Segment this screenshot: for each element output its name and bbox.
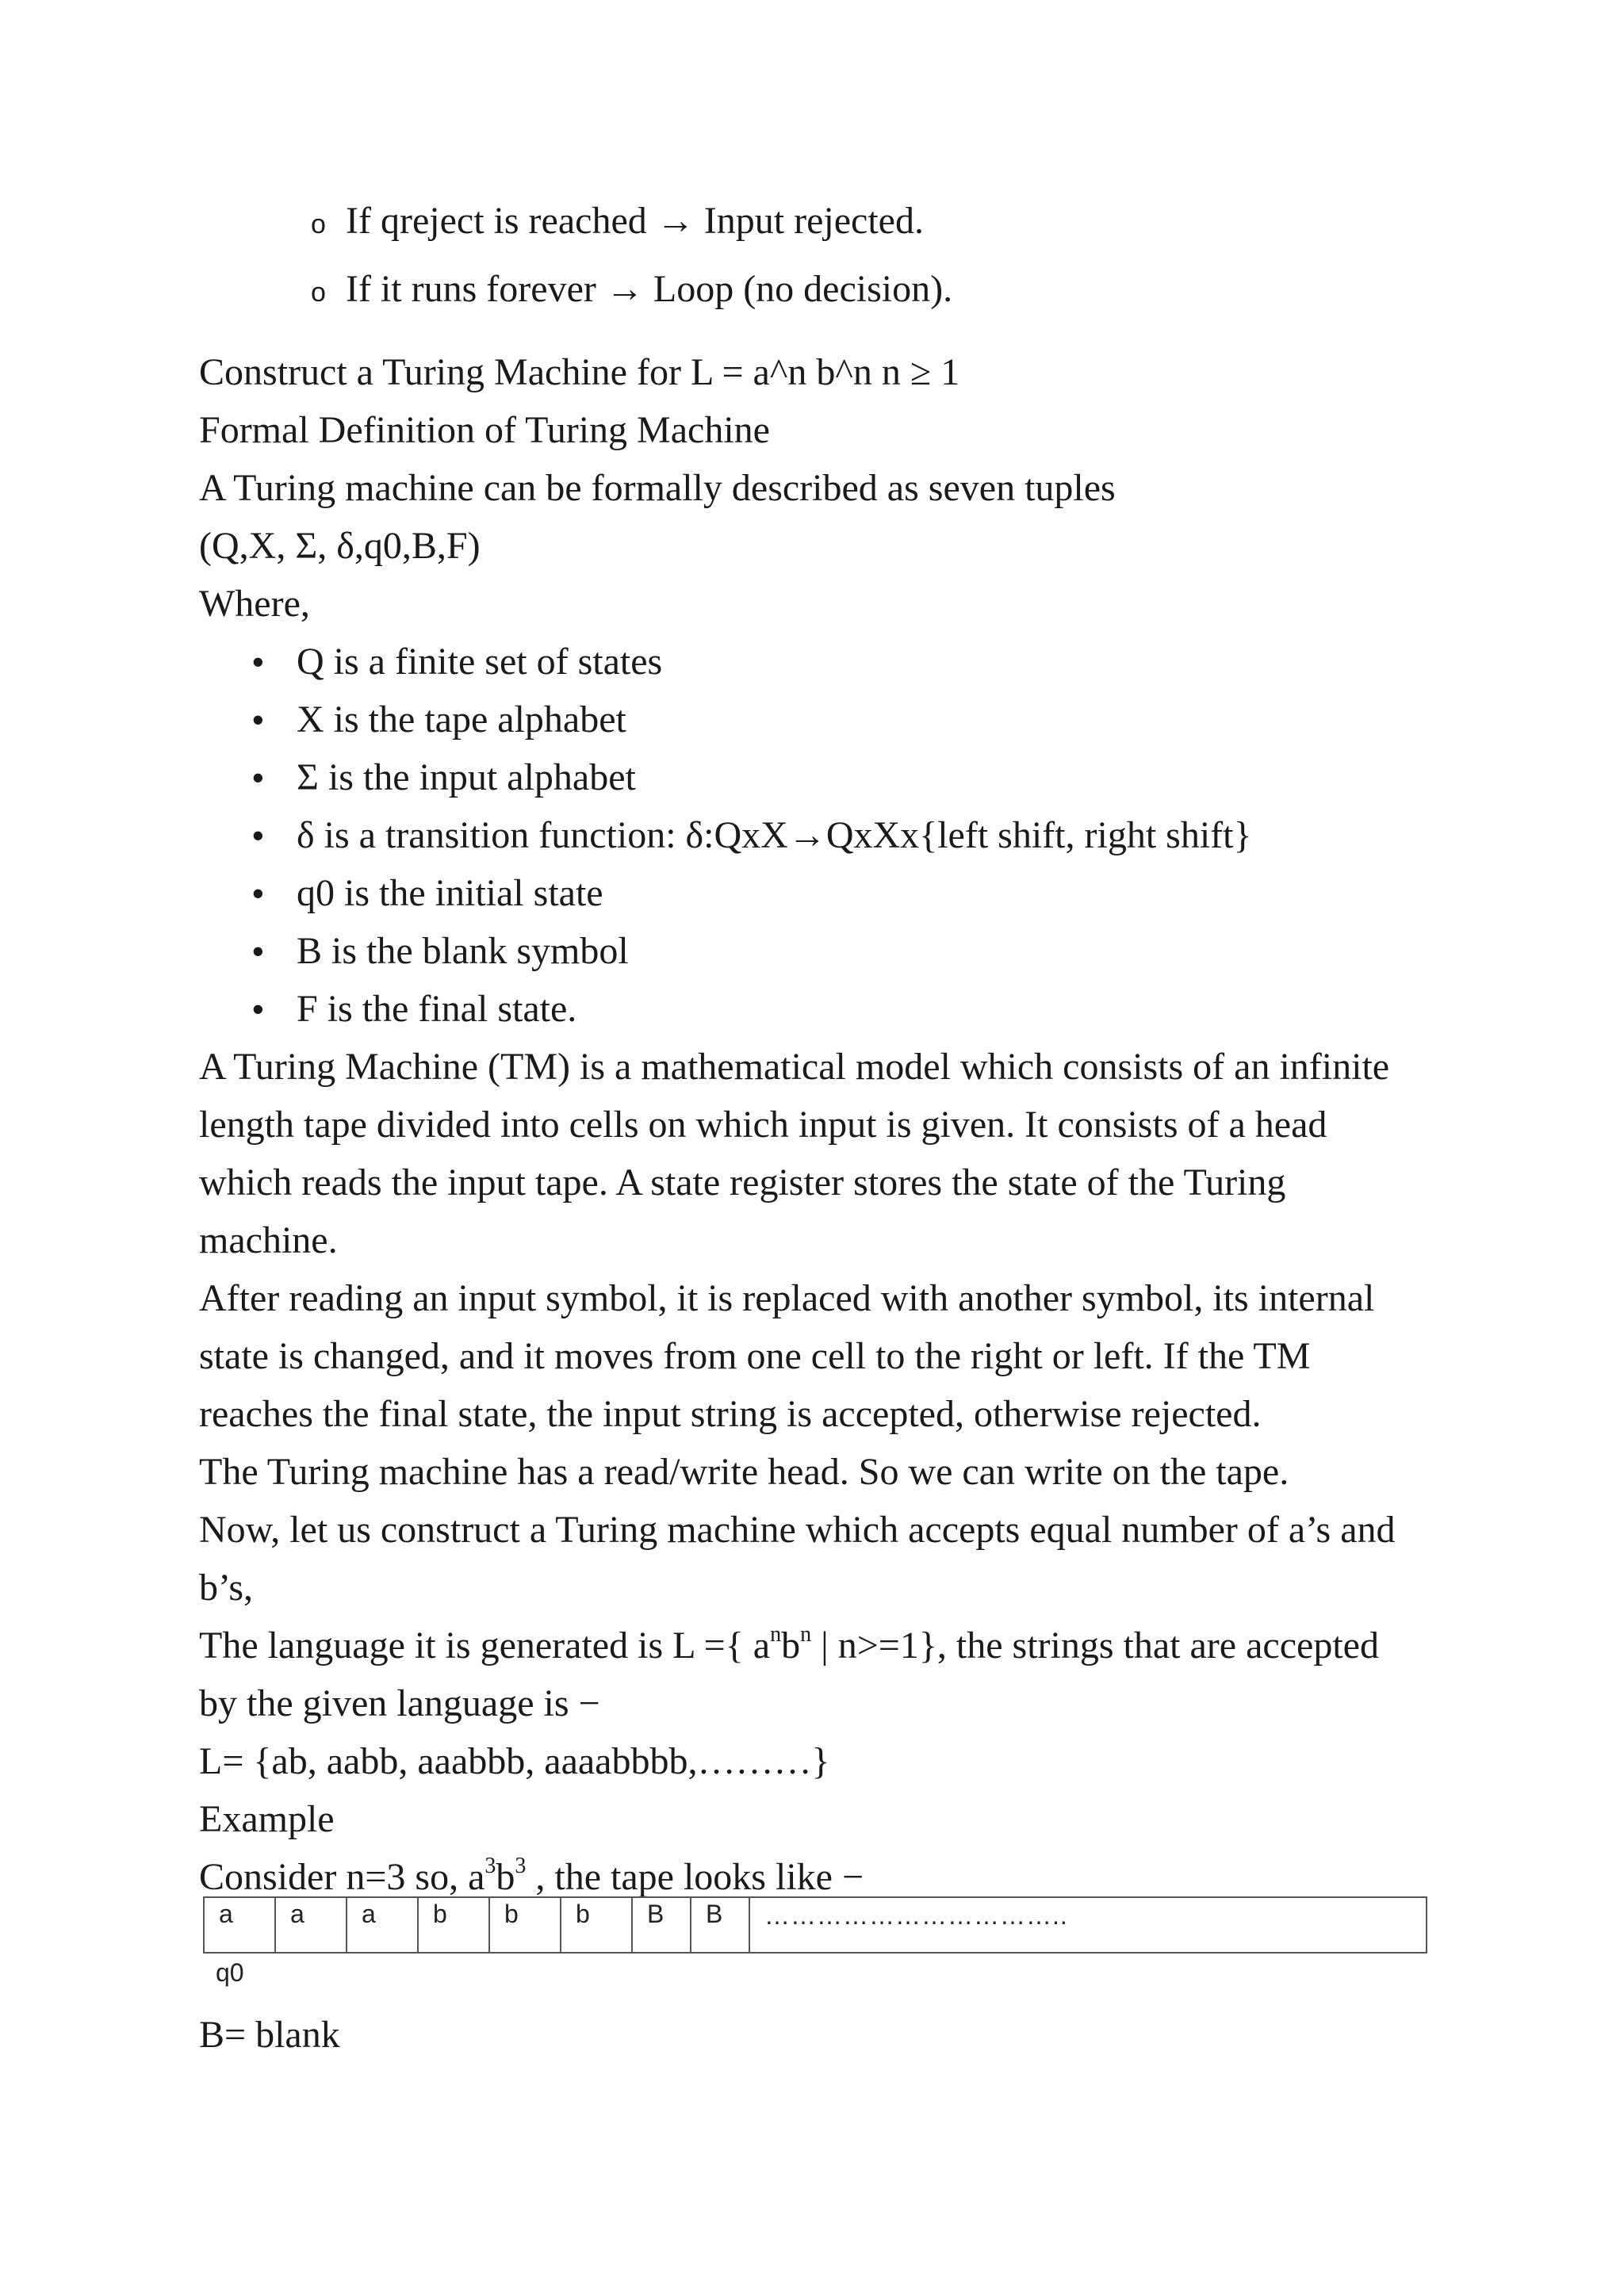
paragraph-line: reaches the final state, the input string is accepted, otherwise rejected. xyxy=(199,1393,1262,1435)
tape-continuation: …………………………….. xyxy=(764,1901,1068,1930)
superscript: 3 xyxy=(515,1854,527,1878)
superscript: n xyxy=(800,1622,812,1647)
superscript: n xyxy=(770,1622,782,1647)
consider-suffix: , the tape looks like − xyxy=(526,1856,864,1898)
definition-text: q0 is the initial state xyxy=(297,872,603,914)
tape-cell: a xyxy=(205,1898,276,1952)
definition-item xyxy=(252,928,629,974)
definition-item xyxy=(252,639,663,685)
paragraph-line: machine. xyxy=(199,1219,338,1261)
bullet-icon: • xyxy=(252,701,264,738)
circle-bullet-icon: o xyxy=(311,277,326,308)
sub-list-item xyxy=(311,198,924,244)
definition-text: F is the final state. xyxy=(297,988,577,1030)
consider-mid: b xyxy=(496,1856,515,1898)
paragraph-line: The Turing machine has a read/write head. So we can write on the tape. xyxy=(199,1451,1289,1493)
paragraph-line: by the given language is − xyxy=(199,1682,600,1724)
formal-intro-text: A Turing machine can be formally described as seven tuples xyxy=(199,467,1116,509)
heading-formal-definition: Formal Definition of Turing Machine xyxy=(199,409,770,451)
bullet-icon: • xyxy=(252,932,264,970)
language-prefix: The language it is generated is L ={ a xyxy=(199,1624,771,1667)
definition-item xyxy=(252,871,603,916)
definition-text: Q is a finite set of states xyxy=(297,641,663,683)
bullet-icon: • xyxy=(252,874,264,912)
tape-cell: a xyxy=(347,1898,419,1952)
tape-cell: a xyxy=(276,1898,347,1952)
paragraph-line: Now, let us construct a Turing machine which accepts equal number of a’s and xyxy=(199,1509,1396,1551)
head-state-label: q0 xyxy=(216,1958,244,1987)
sub-list-item xyxy=(311,266,953,312)
tuple-text: (Q,X, Σ, δ,q0,B,F) xyxy=(199,525,481,567)
paragraph-line: A Turing Machine (TM) is a mathematical model which consists of an infinite xyxy=(199,1046,1390,1088)
paragraph-line: length tape divided into cells on which input is given. It consists of a head xyxy=(199,1104,1327,1146)
heading-construct: Construct a Turing Machine for L = a^n b^n n ≥ 1 xyxy=(199,351,960,393)
language-line xyxy=(199,1623,1379,1669)
consider-prefix: Consider n=3 so, a xyxy=(199,1856,485,1898)
superscript: 3 xyxy=(485,1854,496,1878)
tape-cell: b xyxy=(419,1898,490,1952)
bullet-icon: • xyxy=(252,990,264,1027)
example-heading: Example xyxy=(199,1798,335,1840)
tape-cell: B xyxy=(691,1898,750,1952)
definition-text: δ is a transition function: δ:QxX→QxXx{left shift, right shift} xyxy=(297,814,1252,856)
circle-bullet-icon: o xyxy=(311,209,326,239)
definition-item xyxy=(252,813,1252,859)
paragraph-line: which reads the input tape. A state register stores the state of the Turing xyxy=(199,1161,1286,1203)
turing-tape xyxy=(203,1896,1427,1954)
definition-item xyxy=(252,986,577,1032)
paragraph-line: state is changed, and it moves from one cell to the right or left. If the TM xyxy=(199,1335,1311,1377)
sub-list-text: If it runs forever → Loop (no decision). xyxy=(346,268,953,310)
where-text: Where, xyxy=(199,583,310,625)
definition-text: X is the tape alphabet xyxy=(297,698,626,740)
tape-cell: b xyxy=(561,1898,633,1952)
bullet-icon: • xyxy=(252,817,264,854)
tape-cell: b xyxy=(490,1898,561,1952)
definition-item xyxy=(252,755,636,801)
paragraph-line: After reading an input symbol, it is replaced with another symbol, its internal xyxy=(199,1277,1375,1319)
blank-definition: B= blank xyxy=(199,2014,340,2056)
sub-list-text: If qreject is reached → Input rejected. xyxy=(346,200,924,242)
language-mid: b xyxy=(781,1624,801,1667)
consider-line xyxy=(199,1854,864,1900)
bullet-icon: • xyxy=(252,759,264,796)
bullet-icon: • xyxy=(252,643,264,680)
tape-cell: B xyxy=(633,1898,691,1952)
definition-text: B is the blank symbol xyxy=(297,930,629,972)
definition-item xyxy=(252,697,626,743)
definition-text: Σ is the input alphabet xyxy=(297,756,636,798)
language-suffix: | n>=1}, the strings that are accepted xyxy=(811,1624,1379,1667)
language-strings: L= {ab, aabb, aaabbb, aaaabbbb,………} xyxy=(199,1740,830,1782)
paragraph-line: b’s, xyxy=(199,1567,254,1609)
